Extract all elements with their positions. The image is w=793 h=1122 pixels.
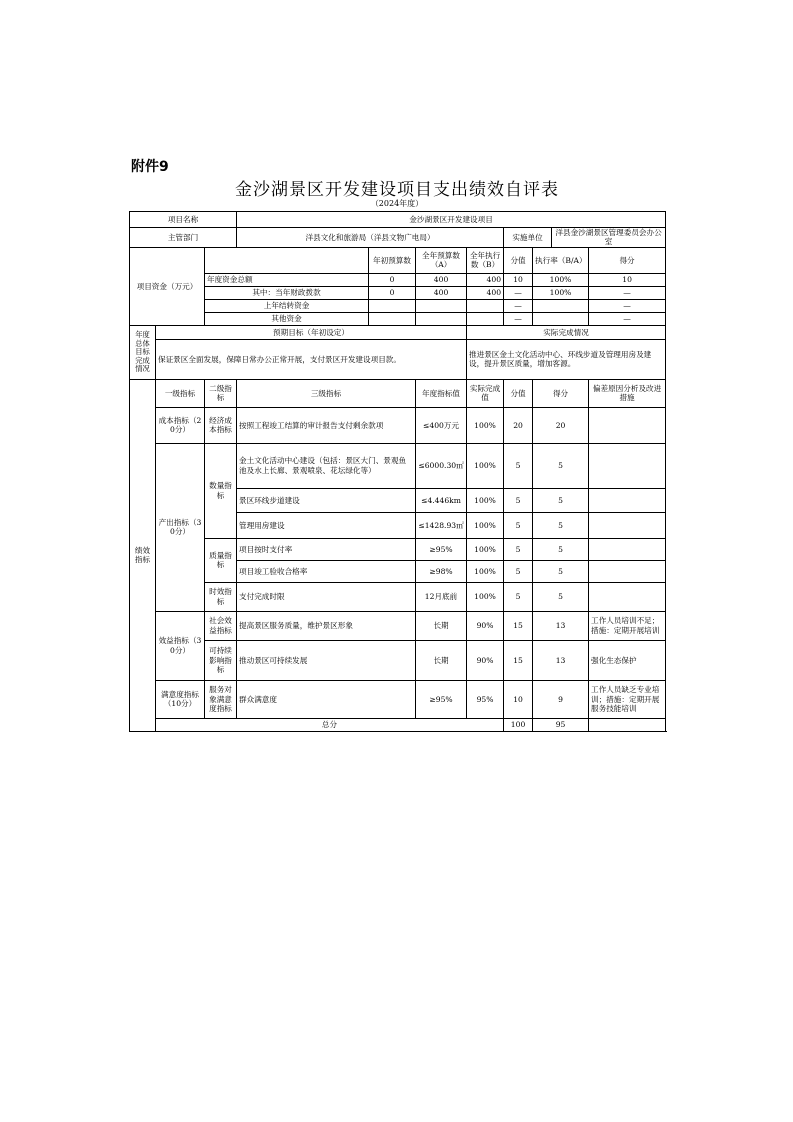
level2-social: 社会效益指标 <box>205 611 237 640</box>
page-title: 金沙湖景区开发建设项目支出绩效自评表 <box>235 180 559 200</box>
fund-header: 全年预算数（A） <box>416 247 467 273</box>
perf-header: 分值 <box>504 379 533 407</box>
row-department <box>130 228 666 248</box>
perf-row: 满意度指标（10分） 服务对象满意度指标 群众满意度 ≥95% 95% 10 9 工作人员缺乏专业培训；措施：定期开展服务技能培训 <box>130 680 666 718</box>
level1-satisfaction: 满意度指标（10分） <box>156 680 205 718</box>
fund-header: 分值 <box>504 247 533 273</box>
perf-header: 二级指标 <box>205 379 237 407</box>
perf-header: 一级指标 <box>156 379 205 407</box>
dept-label: 主管部门 <box>130 228 237 248</box>
attachment-label: 附件9 <box>131 159 169 175</box>
fund-row: 年度资金总额 0 400 400 10 100% 10 <box>130 273 666 286</box>
perf-row: 时效指标 支付完成时限 12月底前 100% 5 5 <box>130 582 666 611</box>
fund-label: 项目资金（万元） <box>130 247 205 325</box>
fund-row: 其中：当年财政拨款 0 400 400 — 100% — <box>130 286 666 299</box>
row-fund-headers <box>130 247 666 273</box>
perf-row: 景区环线步道建设 ≤4.446km 100% 5 5 <box>130 488 666 512</box>
fund-header: 执行率（B/A） <box>533 247 589 273</box>
goal-expected-label: 预期目标（年初设定） <box>156 325 467 339</box>
project-name: 金沙湖景区开发建设项目 <box>237 212 666 228</box>
fund-row: 其他资金 — — <box>130 312 666 325</box>
perf-row: 管理用房建设 ≤1428.93㎡ 100% 5 5 <box>130 512 666 538</box>
impl-value: 洋县金沙湖景区管理委员会办公室 <box>552 228 666 248</box>
level2-quantity: 数量指标 <box>205 443 237 538</box>
goal-actual-label: 实际完成情况 <box>467 325 666 339</box>
level2-quality: 质量指标 <box>205 538 237 582</box>
perf-label: 绩效指标 <box>130 379 156 731</box>
total-weight: 100 <box>504 718 533 731</box>
row-perf-headers <box>130 379 666 407</box>
dept-value: 洋县文化和旅游局（洋县文物广电局） <box>237 228 504 248</box>
perf-header: 年度指标值 <box>416 379 467 407</box>
row-project-name <box>130 212 666 228</box>
level1-cost: 成本指标（20分） <box>156 407 205 443</box>
level2-time: 时效指标 <box>205 582 237 611</box>
perf-header: 得分 <box>533 379 589 407</box>
goal-actual: 推进景区金土文化活动中心、环线步道及管理用房及建设，提升景区质量，增加客源。 <box>467 339 666 379</box>
fund-header: 得分 <box>589 247 666 273</box>
perf-row: 质量指标 项目按时支付率 ≥95% 100% 5 5 <box>130 538 666 560</box>
level1-output: 产出指标（30分） <box>156 443 205 611</box>
perf-row: 成本指标（20分） 经济成本指标 按照工程竣工结算的审计报告支付剩余款项 ≤400万元 100% 20 20 <box>130 407 666 443</box>
goal-label: 年度总体目标完成情况 <box>130 325 156 379</box>
goal-expected: 保证景区全面发展，保障日常办公正常开展，支付景区开发建设项目款。 <box>156 339 467 379</box>
level2-sustain: 可持续影响指标 <box>205 640 237 680</box>
impl-label: 实施单位 <box>504 228 552 248</box>
year-label: （2024年度） <box>370 199 424 208</box>
perf-header: 三级指标 <box>237 379 416 407</box>
perf-row: 产出指标（30分） 数量指标 金土文化活动中心建设（包括：景区大门、景观鱼池及水上长廊、景观喷泉、花坛绿化等） ≤6000.30㎡ 100% 5 5 <box>130 443 666 488</box>
perf-row: 项目竣工验收合格率 ≥98% 100% 5 5 <box>130 560 666 582</box>
row-total <box>130 718 666 731</box>
perf-row: 可持续影响指标 推动景区可持续发展 长期 90% 15 13 强化生态保护 <box>130 640 666 680</box>
perf-header: 实际完成值 <box>467 379 504 407</box>
fund-header: 年初预算数 <box>369 247 416 273</box>
fund-row: 上年结转资金 — — <box>130 299 666 312</box>
level2-service: 服务对象满意度指标 <box>205 680 237 718</box>
fund-header: 全年执行数（B） <box>467 247 504 273</box>
level2-econ: 经济成本指标 <box>205 407 237 443</box>
total-score: 95 <box>533 718 589 731</box>
row-goal-headers <box>130 325 666 339</box>
perf-header: 偏差原因分析及改进措施 <box>589 379 666 407</box>
perf-row: 效益指标（30分） 社会效益指标 提高景区服务质量，维护景区形象 长期 90% 15 13 工作人员培训不足；措施：定期开展培训 <box>130 611 666 640</box>
row-goals <box>130 339 666 379</box>
evaluation-table <box>129 211 666 732</box>
project-name-label: 项目名称 <box>130 212 237 228</box>
level1-benefit: 效益指标（30分） <box>156 611 205 680</box>
total-label: 总分 <box>156 718 504 731</box>
